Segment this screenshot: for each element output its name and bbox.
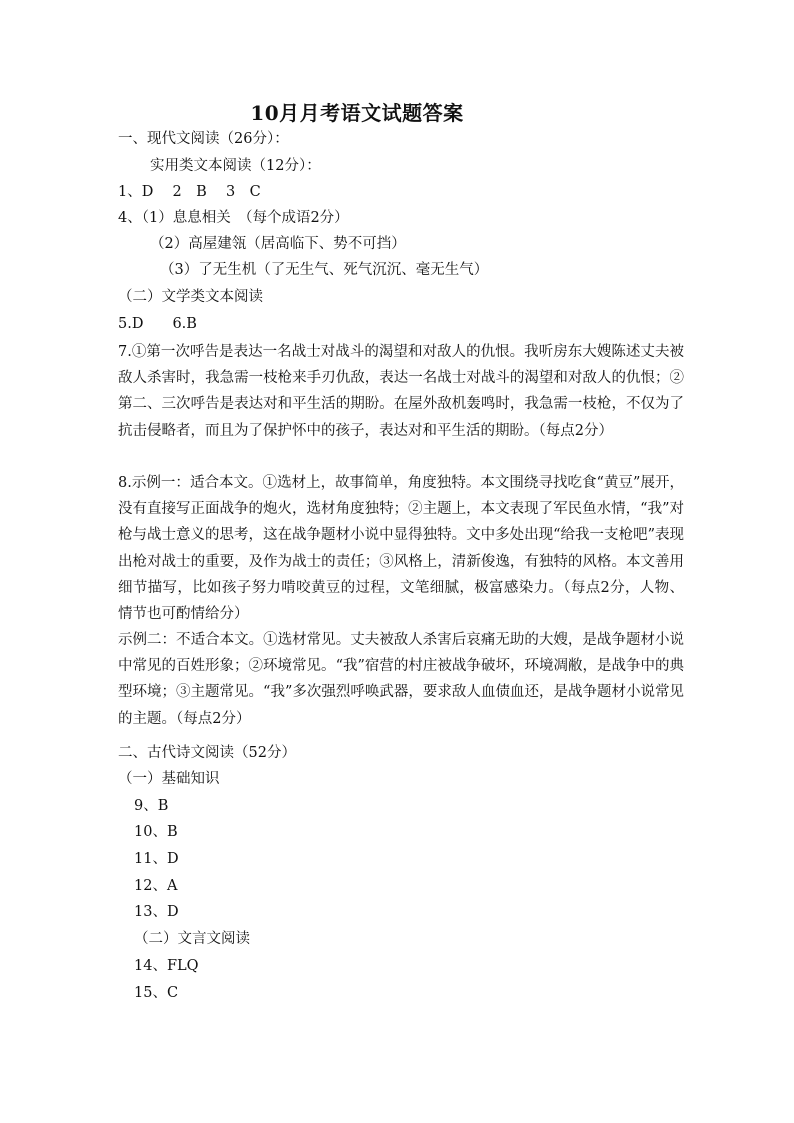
- answer-8-example-2: 示例二：不适合本文。①选材常见。丈夫被敌人杀害后哀痛无助的大嫂，是战争题材小说中常见的百姓形象；②环境常见。“我”宿营的村庄被战争破坏，环境凋敝，是战争中的典型环境；③主题常见。“我”多次强烈呼唤武器，要求敌人血债血还，是战争题材小说常见的主题。（每点2分）: [118, 632, 684, 727]
- answer-7-paragraph: 7.①第一次呼告是表达一名战士对战斗的渴望和对敌人的仇恨。我听房东大嫂陈述丈夫被敌人杀害时，我急需一枝枪来手刃仇敌，表达一名战士对战斗的渴望和对敌人的仇恨；②第二、三次呼告是表达对和平生活的期盼。在屋外敌机轰鸣时，我急需一枝枪，不仅为了抗击侵略者，而且为了保护怀中的孩子，表达对和平生活的期盼。（每点2分）: [118, 344, 684, 439]
- section-1-subheading-literary: （二）文学类文本阅读: [118, 289, 263, 305]
- answer-11: 11、D: [134, 851, 179, 867]
- answer-14: 14、FLQ: [134, 958, 199, 974]
- section-2-subheading-classical: （二）文言文阅读: [134, 931, 250, 947]
- answer-8-example-1: 8.示例一：适合本文。①选材上，故事简单，角度独特。本文围绕寻找吃食“黄豆”展开，没有直接写正面战争的炮火，选材角度独特；②主题上，本文表现了军民鱼水情，“我”对枪与战士意义的思考，这在战争题材小说中显得独特。文中多处出现“给我一支枪吧”表现出枪对战士的重要，及作为战士的责任；③风格上，清新俊逸，有独特的风格。本文善用细节描写，比如孩子努力啃咬黄豆的过程，文笔细腻，极富感染力。（每点2分，人物、情节也可酌情给分）: [118, 475, 684, 623]
- answer-13: 13、D: [134, 904, 179, 920]
- answer-10: 10、B: [134, 824, 178, 840]
- answers-5-6: 5.D 6.B: [118, 316, 197, 332]
- answer-9: 9、B: [134, 798, 169, 814]
- section-1-subheading-practical: 实用类文本阅读（12分）：: [150, 158, 321, 174]
- answer-4-part-3: （3）了无生机（了无生气、死气沉沉、毫无生气）: [160, 262, 489, 278]
- answer-4-part-2: （2）高屋建瓴（居高临下、势不可挡）: [150, 236, 406, 252]
- answer-12: 12、A: [134, 878, 178, 894]
- section-2-heading: 二、古代诗文阅读（52分）: [118, 745, 296, 761]
- section-1-heading: 一、现代文阅读（26分）：: [118, 131, 289, 147]
- answer-4-part-1: 4、（1）息息相关 （每个成语2分）: [118, 210, 349, 226]
- answers-1-to-3: 1、D 2 B 3 C: [118, 184, 261, 200]
- answer-15: 15、C: [134, 985, 179, 1001]
- section-2-subheading-basics: （一）基础知识: [118, 771, 220, 787]
- page-title: 10月月考语文试题答案: [250, 101, 464, 125]
